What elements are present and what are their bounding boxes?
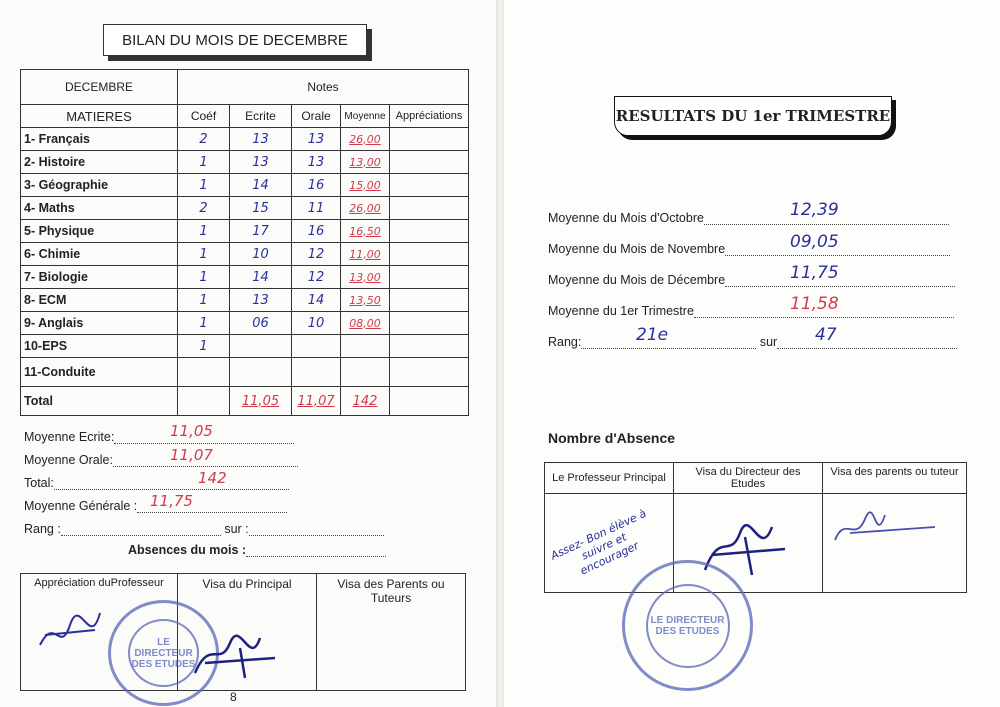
result-label: Moyenne du 1er Trimestre xyxy=(548,304,694,318)
table-row xyxy=(21,151,469,174)
total-appreciation-cell xyxy=(390,387,469,416)
moyenne-cell: 13,00 xyxy=(341,266,390,289)
table-row xyxy=(21,358,469,387)
total-summary-label: Total: xyxy=(24,476,54,490)
appreciation-cell xyxy=(390,128,469,151)
total-moyenne-cell: 142 xyxy=(341,387,390,416)
subject-cell: 10-EPS xyxy=(21,335,178,358)
coef-cell: 2 xyxy=(178,128,230,151)
absence-title: Nombre d'Absence xyxy=(548,430,676,446)
page-number: 8 xyxy=(230,690,237,704)
moy-gen-label: Moyenne Générale : xyxy=(24,499,138,513)
result-line-dec xyxy=(548,273,955,287)
directeur-visa-label: Visa du Directeur des Etudes xyxy=(674,463,823,494)
result-value-nov: 09,05 xyxy=(790,232,839,252)
coef-cell: 1 xyxy=(178,174,230,197)
total-coef-cell xyxy=(178,387,230,416)
result-value-trim: 11,58 xyxy=(790,294,839,314)
coef-cell: 1 xyxy=(178,312,230,335)
rang-label: Rang : xyxy=(24,522,61,536)
parent-signature-icon xyxy=(830,505,940,550)
ecrite-cell: 15 xyxy=(230,197,292,220)
moy-orale-label: Moyenne Orale: xyxy=(24,453,113,467)
table-row xyxy=(21,128,469,151)
matieres-header: MATIERES xyxy=(21,105,178,128)
appreciation-cell xyxy=(390,174,469,197)
sur-label: sur : xyxy=(224,522,249,536)
month-header: DECEMBRE xyxy=(21,70,178,105)
ecrite-cell: 14 xyxy=(230,266,292,289)
coef-cell: 1 xyxy=(178,266,230,289)
parents-visa-label: Visa des Parents ou Tuteurs xyxy=(317,574,466,691)
moyenne-cell xyxy=(341,335,390,358)
coef-cell: 2 xyxy=(178,197,230,220)
absences-line xyxy=(128,543,386,557)
appreciation-cell xyxy=(390,358,469,387)
prof-comment: Assez- Bon élève à suivre et encourager xyxy=(548,506,649,578)
subject-cell: 9- Anglais xyxy=(21,312,178,335)
total-row xyxy=(21,387,469,416)
moy-orale-value: 11,07 xyxy=(170,446,213,464)
ecrite-cell: 13 xyxy=(230,128,292,151)
coef-cell: 1 xyxy=(178,243,230,266)
appreciation-cell xyxy=(390,243,469,266)
rang-line xyxy=(24,522,384,536)
appreciation-cell xyxy=(390,335,469,358)
coef-cell: 1 xyxy=(178,220,230,243)
subject-cell: 5- Physique xyxy=(21,220,178,243)
ecrite-cell: 17 xyxy=(230,220,292,243)
total-orale-cell: 11,07 xyxy=(292,387,341,416)
orale-cell: 14 xyxy=(292,289,341,312)
ecrite-cell: 14 xyxy=(230,174,292,197)
appreciations-header: Appréciations xyxy=(390,105,469,128)
ecrite-cell: 10 xyxy=(230,243,292,266)
subject-cell: 4- Maths xyxy=(21,197,178,220)
result-label: Moyenne du Mois de Décembre xyxy=(548,273,726,287)
appreciation-cell xyxy=(390,220,469,243)
moy-ecrite-value: 11,05 xyxy=(170,422,213,440)
prof-signature-icon xyxy=(35,605,105,660)
appreciation-cell xyxy=(390,289,469,312)
moy-ecrite-line xyxy=(24,430,294,444)
orale-cell: 13 xyxy=(292,151,341,174)
table-row xyxy=(21,243,469,266)
table-row xyxy=(21,220,469,243)
moyenne-cell: 13,50 xyxy=(341,289,390,312)
moy-orale-line xyxy=(24,453,298,467)
ecrite-cell: 06 xyxy=(230,312,292,335)
stamp-text: LE DIRECTEUR DES ETUDES xyxy=(650,614,725,637)
rang-right-line xyxy=(548,335,957,349)
moyenne-cell: 16,50 xyxy=(341,220,390,243)
total-line xyxy=(24,476,289,490)
result-value-oct: 12,39 xyxy=(790,200,839,220)
result-line-nov xyxy=(548,242,950,256)
table-row xyxy=(21,174,469,197)
ecrite-cell: 13 xyxy=(230,151,292,174)
subject-cell: 2- Histoire xyxy=(21,151,178,174)
table-row xyxy=(21,312,469,335)
school-stamp-right-icon xyxy=(622,560,753,691)
page-gutter xyxy=(496,0,504,707)
stamp-text: LE DIRECTEUR DES ETUDES xyxy=(131,636,196,670)
left-page-title: BILAN DU MOIS DE DECEMBRE xyxy=(103,24,367,56)
orale-cell: 16 xyxy=(292,174,341,197)
coef-cell: 1 xyxy=(178,289,230,312)
subject-cell: 11-Conduite xyxy=(21,358,178,387)
sur-right-value: 47 xyxy=(815,325,837,345)
moyenne-cell: 13,00 xyxy=(341,151,390,174)
subject-cell: 1- Français xyxy=(21,128,178,151)
moyenne-header: Moyenne xyxy=(341,105,390,128)
result-label: Moyenne du Mois de Novembre xyxy=(548,242,726,256)
orale-cell: 13 xyxy=(292,128,341,151)
orale-cell: 12 xyxy=(292,266,341,289)
sur-right-label: sur xyxy=(759,335,778,349)
moy-gen-value: 11,75 xyxy=(150,492,193,510)
orale-cell: 11 xyxy=(292,197,341,220)
orale-cell: 10 xyxy=(292,312,341,335)
moyenne-cell: 08,00 xyxy=(341,312,390,335)
ecrite-cell xyxy=(230,358,292,387)
ecrite-cell xyxy=(230,335,292,358)
coef-cell xyxy=(178,358,230,387)
orale-cell: 16 xyxy=(292,220,341,243)
result-line-trim xyxy=(548,304,954,318)
table-row xyxy=(21,335,469,358)
prof-appreciation-label: Appréciation duProfesseur xyxy=(21,574,178,691)
coef-cell: 1 xyxy=(178,335,230,358)
moyenne-cell: 15,00 xyxy=(341,174,390,197)
ecrite-header: Ecrite xyxy=(230,105,292,128)
appreciation-cell xyxy=(390,151,469,174)
total-label: Total xyxy=(21,387,178,416)
grades-table xyxy=(20,69,469,416)
total-ecrite-cell: 11,05 xyxy=(230,387,292,416)
moyenne-cell xyxy=(341,358,390,387)
appreciation-cell xyxy=(390,266,469,289)
moyenne-cell: 26,00 xyxy=(341,197,390,220)
coef-cell: 1 xyxy=(178,151,230,174)
table-row xyxy=(21,266,469,289)
rang-right-value: 21e xyxy=(636,325,669,345)
table-row xyxy=(21,289,469,312)
right-page-title: RESULTATS DU 1er TRIMESTRE xyxy=(614,96,892,136)
orale-cell xyxy=(292,358,341,387)
subject-cell: 7- Biologie xyxy=(21,266,178,289)
principal-visa-label: Visa du Principal xyxy=(178,574,317,691)
orale-cell xyxy=(292,335,341,358)
result-label: Moyenne du Mois d'Octobre xyxy=(548,211,704,225)
notes-header: Notes xyxy=(178,70,469,105)
moyenne-cell: 26,00 xyxy=(341,128,390,151)
parents-visa-right-label: Visa des parents ou tuteur xyxy=(823,463,967,494)
ecrite-cell: 13 xyxy=(230,289,292,312)
subject-cell: 6- Chimie xyxy=(21,243,178,266)
total-summary-value: 142 xyxy=(198,469,227,487)
orale-header: Orale xyxy=(292,105,341,128)
subject-cell: 8- ECM xyxy=(21,289,178,312)
orale-cell: 12 xyxy=(292,243,341,266)
rang-right-label: Rang: xyxy=(548,335,582,349)
prof-principal-label: Le Professeur Principal xyxy=(545,463,674,494)
absences-label: Absences du mois : xyxy=(128,543,247,557)
result-value-dec: 11,75 xyxy=(790,263,839,283)
moyenne-cell: 11,00 xyxy=(341,243,390,266)
moy-ecrite-label: Moyenne Ecrite: xyxy=(24,430,115,444)
subject-cell: 3- Géographie xyxy=(21,174,178,197)
appreciation-cell xyxy=(390,312,469,335)
coef-header: Coéf xyxy=(178,105,230,128)
result-line-oct xyxy=(548,211,949,225)
principal-signature-icon xyxy=(190,628,280,683)
appreciation-cell xyxy=(390,197,469,220)
table-row xyxy=(21,197,469,220)
